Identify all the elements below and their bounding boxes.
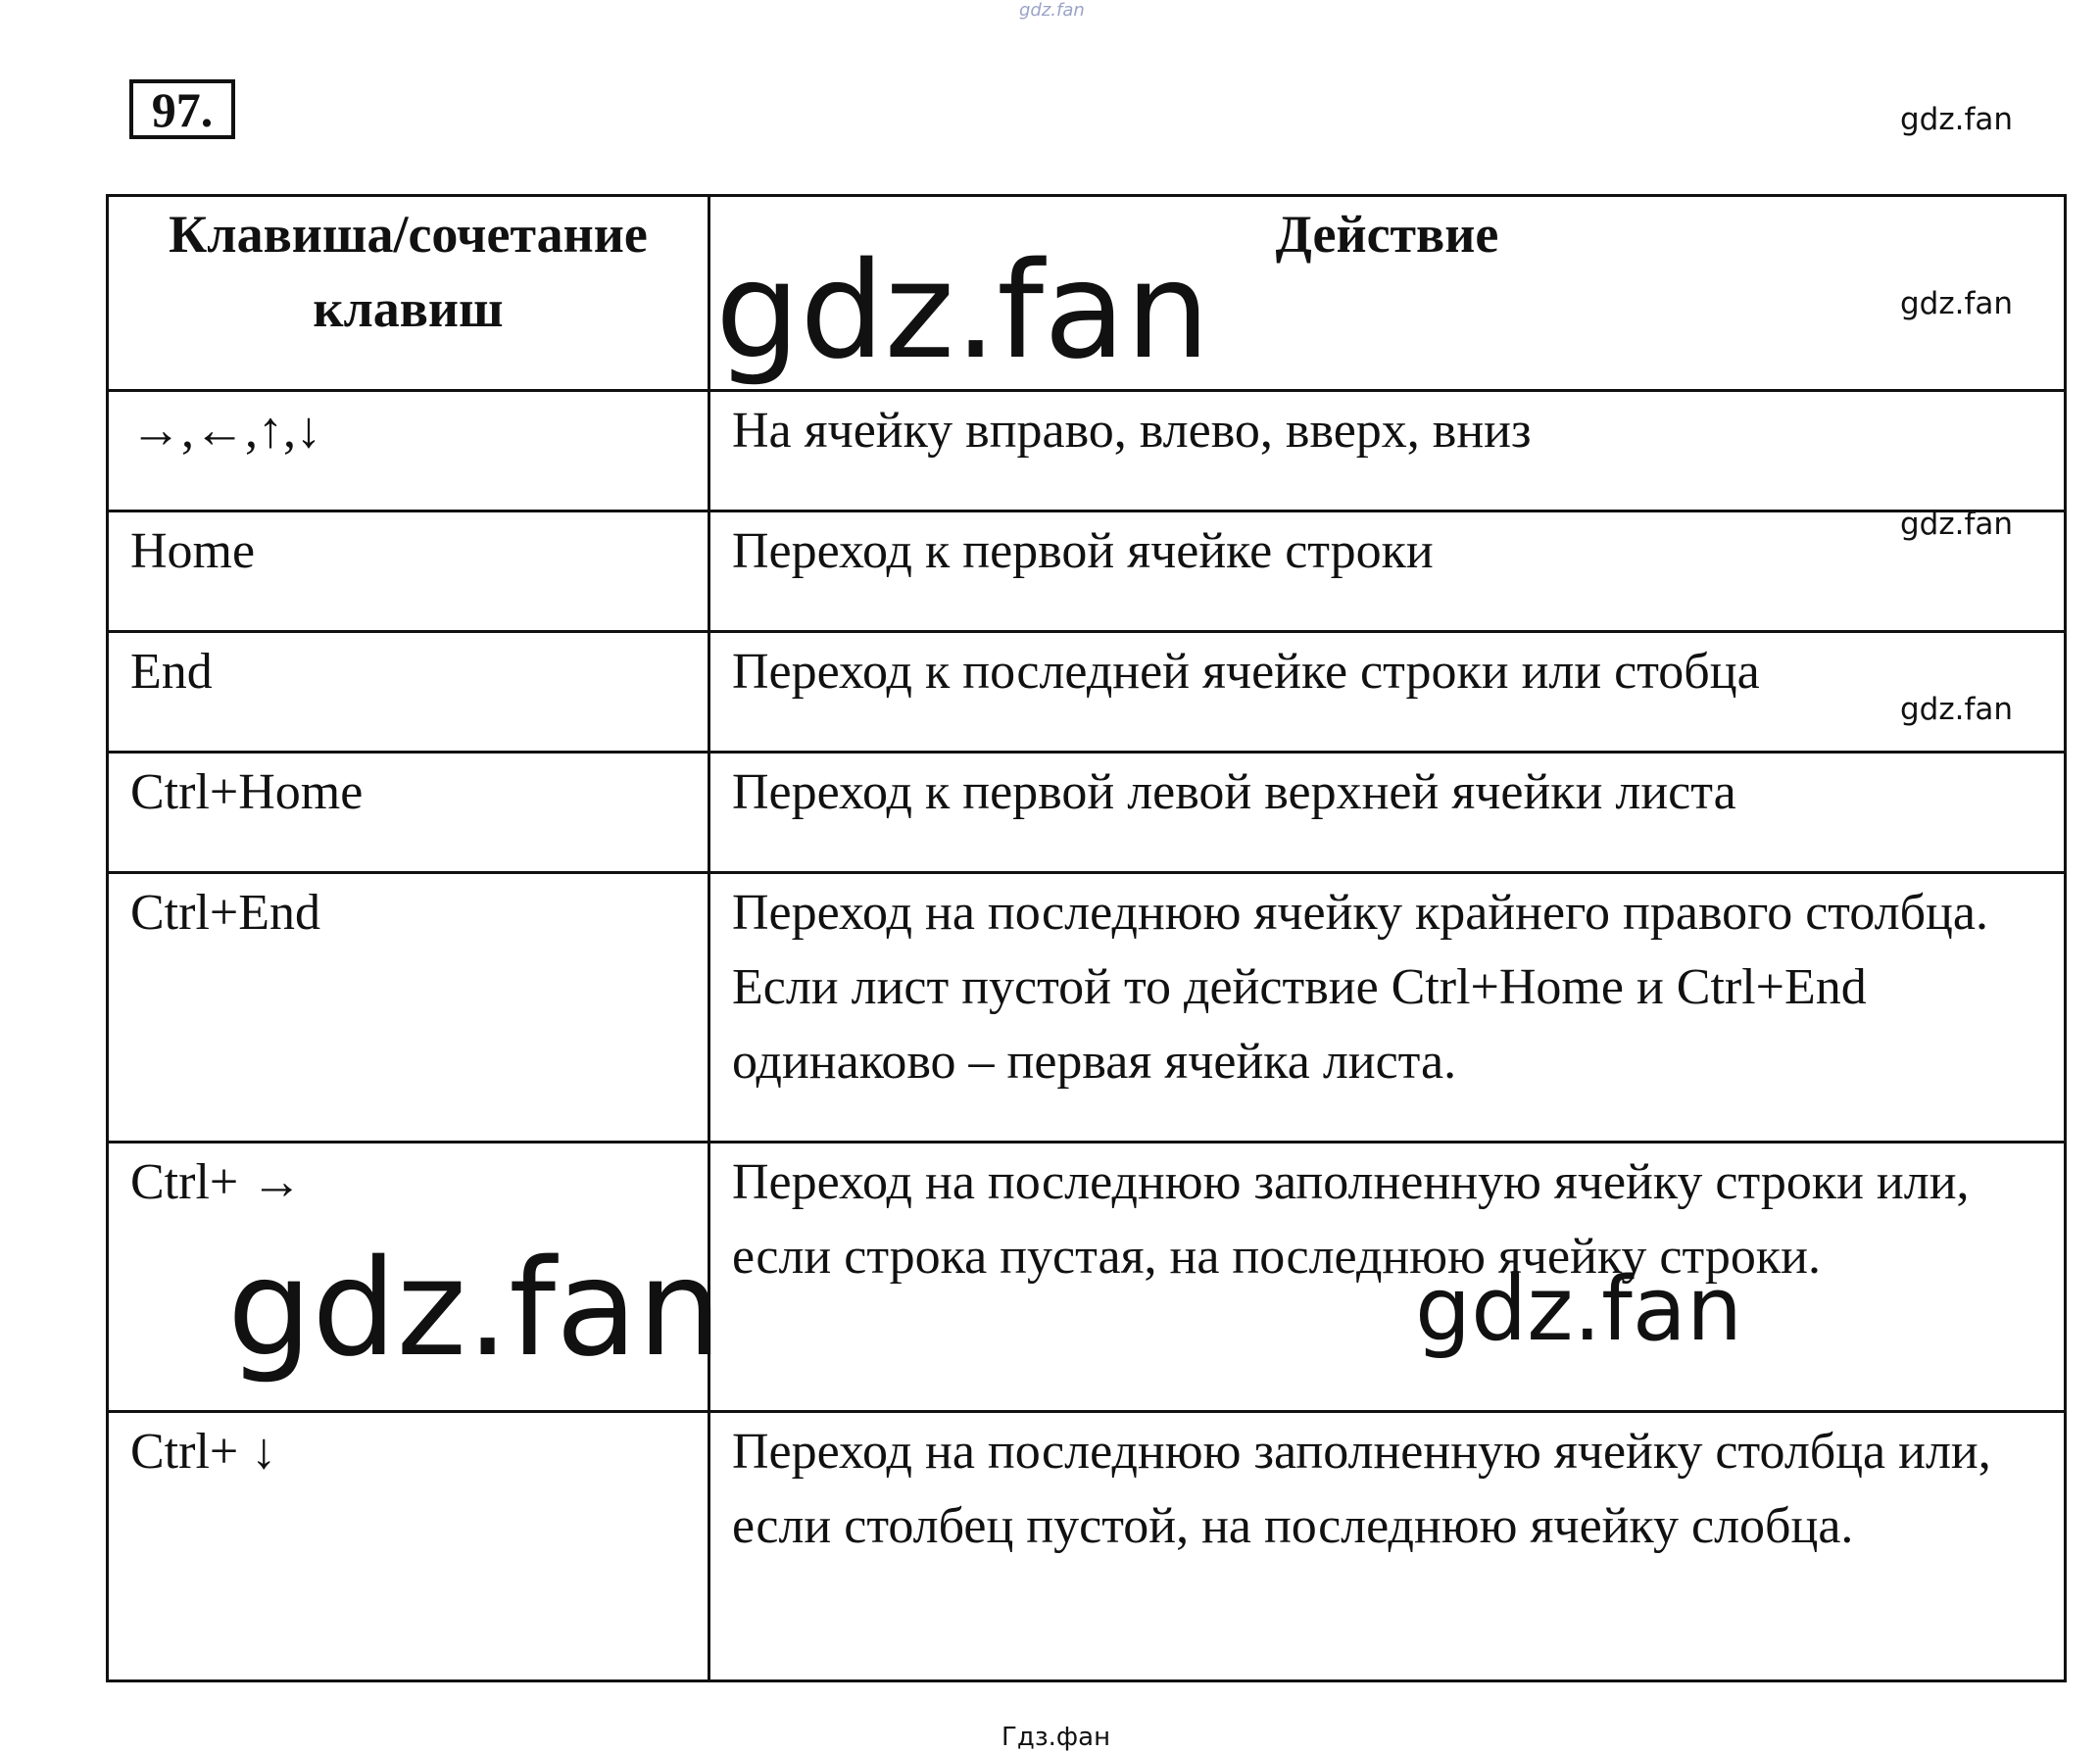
- action-cell: Переход к первой ячейке строки: [709, 511, 2066, 632]
- big-watermark: gdz.fan: [227, 1232, 722, 1387]
- table-row: [108, 1143, 2066, 1412]
- watermark: gdz.fan: [1900, 286, 2014, 321]
- key-cell: Ctrl+ →: [108, 1143, 709, 1412]
- watermark: gdz.fan: [1900, 102, 2014, 137]
- action-cell: Переход к последней ячейке строки или стобца: [709, 632, 2066, 753]
- table-row: [108, 753, 2066, 873]
- action-cell: На ячейку вправо, влево, вверх, вниз: [709, 391, 2066, 511]
- table-row: [108, 1412, 2066, 1681]
- task-number: 97.: [129, 79, 235, 139]
- table-row: [108, 391, 2066, 511]
- big-watermark: gdz.fan: [1415, 1258, 1742, 1361]
- key-cell: End: [108, 632, 709, 753]
- big-watermark: gdz.fan: [715, 234, 1210, 389]
- footer-watermark: Гдз.фан: [1001, 1723, 1111, 1752]
- table-row: [108, 873, 2066, 1143]
- table-header-row: [108, 196, 2066, 391]
- action-cell: Переход к первой левой верхней ячейки листа: [709, 753, 2066, 873]
- top-watermark: gdz.fan: [1019, 0, 1085, 21]
- watermark: gdz.fan: [1900, 692, 2014, 727]
- action-cell: Переход на последнюю ячейку крайнего правого столбца. Если лист пустой то действие Ctrl+Home и Ctrl+End одинаково – первая ячейка листа.: [709, 873, 2066, 1143]
- shortcut-table: [106, 194, 2067, 1682]
- action-cell: Переход на последнюю заполненную ячейку строки или, если строка пустая, на последнюю ячейку строки.: [709, 1143, 2066, 1412]
- table-row: [108, 511, 2066, 632]
- column-header-key: Клавиша/сочетание клавиш: [108, 196, 709, 391]
- table-row: [108, 632, 2066, 753]
- key-cell: Ctrl+Home: [108, 753, 709, 873]
- key-cell: Ctrl+ ↓: [108, 1412, 709, 1681]
- watermark: gdz.fan: [1900, 507, 2014, 542]
- action-cell: Переход на последнюю заполненную ячейку столбца или, если столбец пустой, на последнюю ячейку слобца.: [709, 1412, 2066, 1681]
- column-header-action: Действие: [709, 196, 2066, 391]
- key-cell: →,←,↑,↓: [108, 391, 709, 511]
- key-cell: Ctrl+End: [108, 873, 709, 1143]
- key-cell: Home: [108, 511, 709, 632]
